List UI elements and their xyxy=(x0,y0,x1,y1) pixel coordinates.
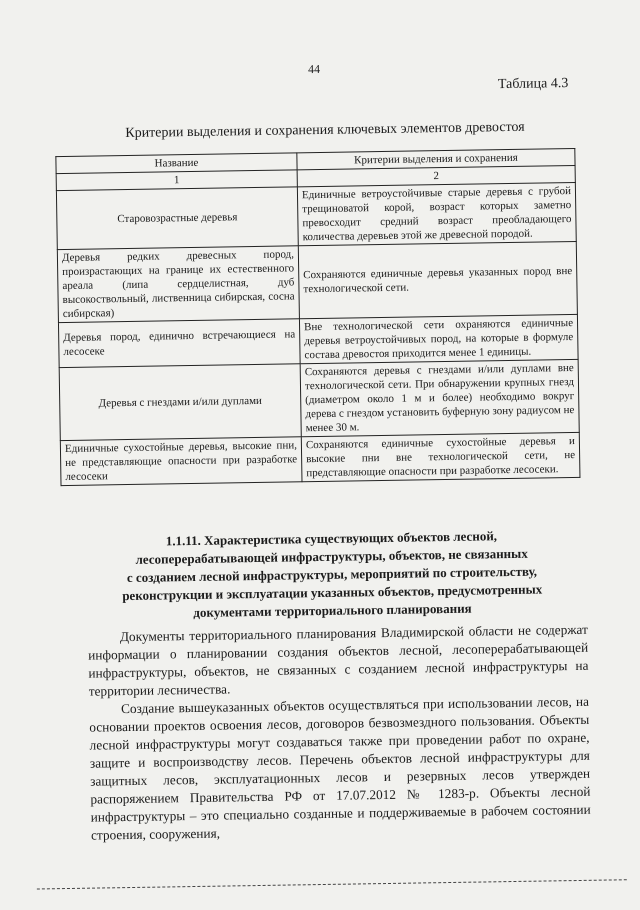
table-row xyxy=(60,432,580,485)
row-name: Единичные сухостойные деревья, высокие пни, не представляющие опасности при разработке лесосеки xyxy=(60,437,302,486)
table-row xyxy=(59,359,579,440)
row-name: Деревья редких древесных пород, произрастающих на границе их естественного ареала (липа сердцелистная, дуб высокоствольный, лиственница сибирская, сосна сибирская) xyxy=(57,246,299,323)
table-row xyxy=(58,314,578,367)
table-header-criteria: Критерии выделения и сохранения xyxy=(297,148,575,169)
bottom-divider xyxy=(37,879,627,889)
column-number: 1 xyxy=(56,170,297,191)
body-text xyxy=(88,621,591,845)
row-criteria: Единичные ветроустойчивые старые деревья с грубой трещиноватой корой, возраст которых заметно превосходит средний возраст преобладающего количества деревьев этой же древесной породой. xyxy=(297,182,576,245)
paragraph: Создание вышеуказанных объектов осуществляться при использовании лесов, на основании проектов освоения лесов, договоров безвозмездного пользования. Объекты лесной инфраструктуры могут создаваться также при проведении работ по охране, защите и воспроизводству лесов. Перечень объектов лесной инфраструктуры для защитных лесов, эксплуатационных лесов и резервных лесов утвержден распоряжением Правительства РФ от 17.07.2012 № 1283-р. Объекты лесной инфраструктуры – это специально созданные и поддерживаемые в рабочем состоянии строения, сооружения, xyxy=(89,693,591,843)
table-label: Таблица 4.3 xyxy=(497,76,569,93)
table-title: Критерии выделения и сохранения ключевых элементов древостоя xyxy=(125,119,525,142)
table-row xyxy=(57,241,577,322)
section-heading-line: 1.1.11. Характеристика существующих объектов лесной, xyxy=(165,528,498,549)
section-heading-line: с созданием лесной инфраструктуры, мероприятий по строительству, xyxy=(126,563,538,586)
column-number: 2 xyxy=(297,165,575,186)
row-criteria: Вне технологической сети охраняются единичные деревья ветроустойчивых пород, на которые в формуле состава древостоя приходится менее 1 единицы. xyxy=(299,314,578,363)
section-heading-line: реконструкции и эксплуатации указанных объектов, предусмотренных xyxy=(122,581,543,604)
row-name: Деревья с гнездами и/или дуплами xyxy=(59,364,301,441)
row-criteria: Сохраняются единичные сухостойные деревья и высокие пни вне технологической сети, не представляющие опасности при разработке лесосеки. xyxy=(301,432,580,481)
section-heading-line: лесоперерабатывающей инфраструктуры, объектов, не связанных xyxy=(135,545,528,567)
section-heading-line: документами территориального планирования xyxy=(193,600,472,621)
row-name: Старовозрастные деревья xyxy=(56,187,298,250)
row-criteria: Сохраняются деревья с гнездами и/или дуплами вне технологической сети. При обнаружении крупных гнезд (диаметром около 1 м и более) необходимо вокруг дерева с гнездом установить буферную зону радиусом не менее 30 м. xyxy=(300,359,579,436)
section-heading xyxy=(61,526,602,624)
row-name: Деревья пород, единично встречающиеся на лесосеке xyxy=(58,319,300,368)
table-row xyxy=(56,182,576,249)
page-number: 44 xyxy=(307,61,321,77)
criteria-table xyxy=(55,148,580,486)
paragraph: Документы территориального планирования Владимирской области не содержат информации о планировании создания объектов лесной, лесоперерабатывающей инфраструктуры, объектов, не связанных с созданием лесной инфраструктуры на территории лесничества. xyxy=(88,621,589,699)
row-criteria: Сохраняются единичные деревья указанных пород вне технологической сети. xyxy=(298,241,577,318)
table-header-name: Название xyxy=(56,153,297,174)
